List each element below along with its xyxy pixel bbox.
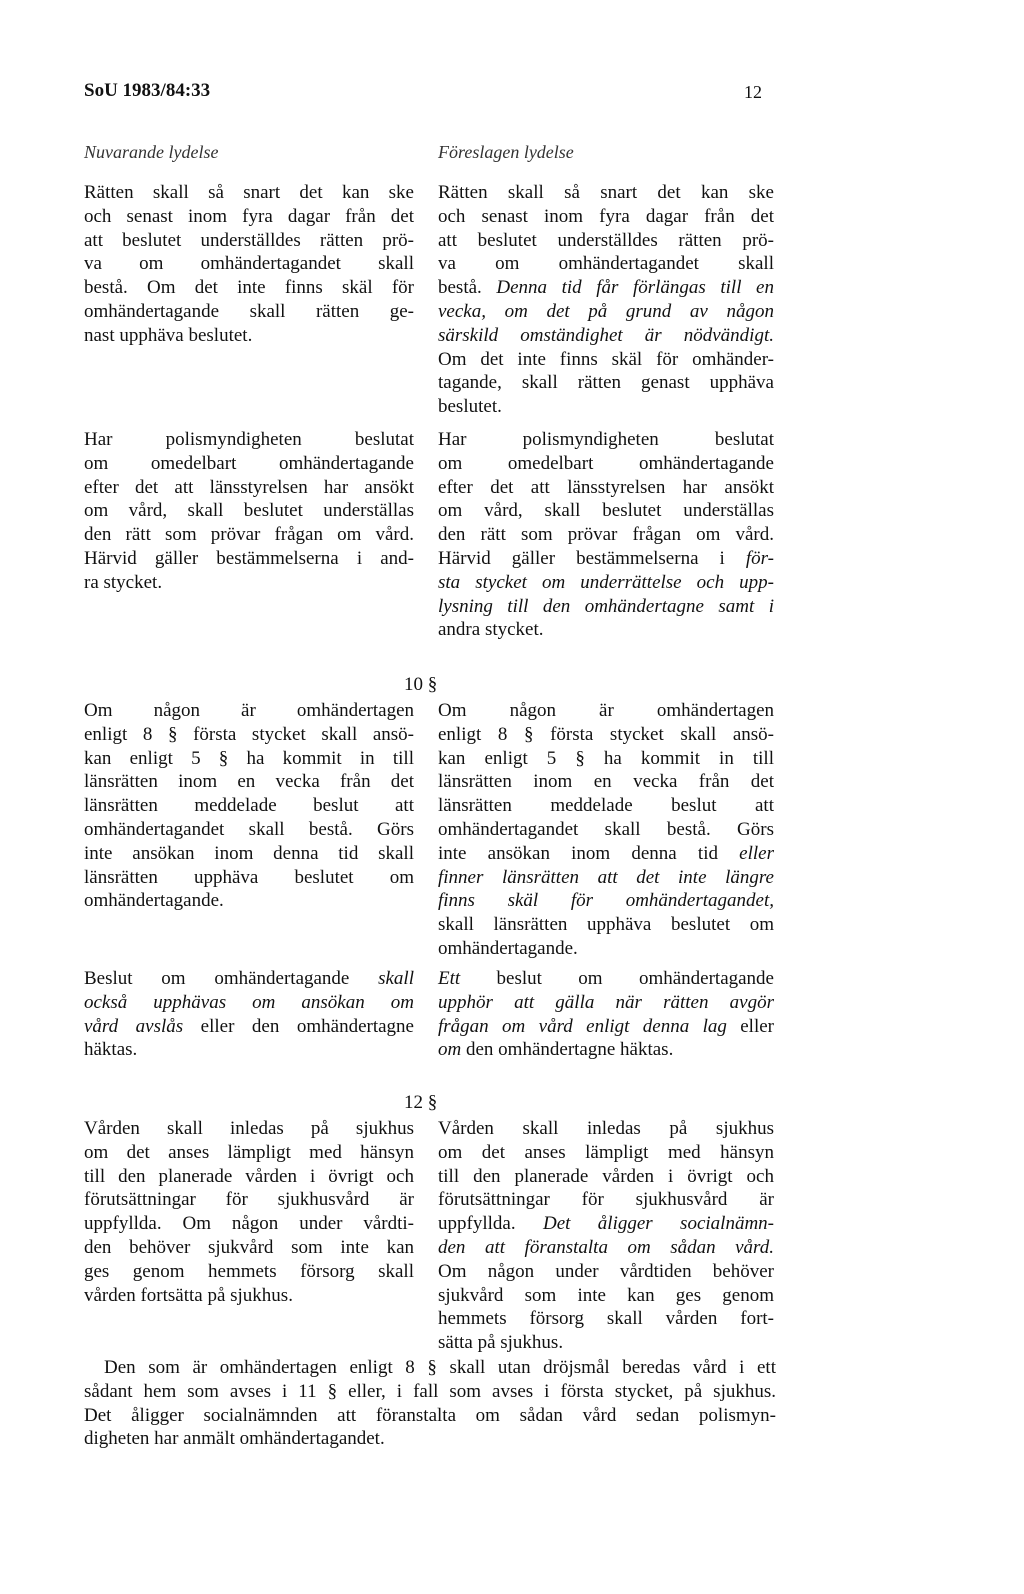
text-line: om omedelbart omhändertagande <box>84 452 414 474</box>
italic-segment: Det åligger socialnämn- <box>542 1213 774 1235</box>
left-paragraph-4 <box>84 967 414 1062</box>
text-line: den behöver sjukvård som inte kan <box>84 1236 414 1258</box>
text-line: om det anses lämpligt med hänsyn <box>438 1141 774 1163</box>
text-line: den rätt som prövar frågan om vård. <box>84 524 414 546</box>
italic-line: den att föranstalta om sådan vård. <box>438 1236 774 1258</box>
text-line: ges genom hemmets försorg skall <box>84 1260 414 1282</box>
text-line: digheten har anmält omhändertagandet. <box>84 1428 385 1450</box>
text-line: sjukvård som inte kan ges genom <box>438 1284 774 1306</box>
left-paragraph-3 <box>84 699 414 913</box>
italic-line: finns skäl för omhändertagandet, <box>438 890 774 912</box>
text-segment: eller <box>726 1015 774 1037</box>
italic-segment: Denna tid får förlängas till en <box>496 277 774 299</box>
text-line: beslutet. <box>438 396 502 418</box>
text-line: länsrätten meddelade beslut att <box>438 795 774 817</box>
right-column-heading: Föreslagen lydelse <box>438 142 574 162</box>
text-line: Det åligger socialnämnden att föranstalta om sådan vård sedan polismyn- <box>84 1404 776 1426</box>
text-line: om vård, skall beslutet underställas <box>84 500 414 522</box>
text-line: till den planerade vården i övrigt och <box>84 1165 414 1187</box>
text-line: andra stycket. <box>438 619 544 641</box>
italic-segment: vård avslås <box>84 1015 184 1037</box>
text-line: va om omhändertagandet skall <box>438 253 774 275</box>
text-line <box>84 1015 414 1039</box>
text-line <box>438 1038 774 1062</box>
text-line: nast upphäva beslutet. <box>84 324 253 346</box>
text-line <box>438 842 774 866</box>
right-paragraph-3 <box>438 699 774 961</box>
text-segment: beslut om omhändertagande <box>460 968 774 989</box>
right-paragraph-5 <box>438 1117 774 1355</box>
text-segment: Härvid gäller bestämmelserna i <box>438 547 746 569</box>
italic-line: finner länsrätten att det inte längre <box>438 866 774 888</box>
right-paragraph-1 <box>438 181 774 419</box>
text-line: efter det att länsstyrelsen har ansökt <box>84 476 414 498</box>
text-line: omhändertagande skall rätten ge- <box>84 300 414 322</box>
text-line: sådant hem som avses i 11 § eller, i fall som avses i första stycket, på sjukhus. <box>84 1380 776 1402</box>
italic-segment: skall <box>378 968 414 989</box>
text-segment: Beslut om omhändertagande <box>84 968 379 989</box>
text-line: förutsättningar för sjukhusvård är <box>84 1189 414 1211</box>
page-number: 12 <box>744 82 762 102</box>
text-line: Rätten skall så snart det kan ske <box>438 182 774 203</box>
text-line <box>438 967 774 991</box>
text-line: till den planerade vården i övrigt och <box>438 1165 774 1187</box>
left-paragraph-5 <box>84 1117 414 1307</box>
text-line: länsrätten inom en vecka från det <box>84 771 414 793</box>
text-segment: bestå. <box>438 277 497 299</box>
text-line: Härvid gäller bestämmelserna i and- <box>84 547 414 569</box>
italic-line: särskild omständighet är nödvändigt. <box>438 324 774 346</box>
text-line: att beslutet underställdes rätten prö- <box>438 229 774 251</box>
text-line: länsrätten meddelade beslut att <box>84 795 414 817</box>
text-line: omhändertagandet skall bestå. Görs <box>84 818 414 840</box>
text-line: omhändertagande. <box>438 937 578 959</box>
text-segment: eller den omhändertagne <box>183 1015 414 1037</box>
text-line: och senast inom fyra dagar från det <box>84 205 414 227</box>
text-line: Vården skall inledas på sjukhus <box>84 1118 414 1139</box>
text-line: Om någon är omhändertagen <box>84 700 414 721</box>
italic-segment: frågan om vård enligt denna lag <box>438 1015 727 1037</box>
text-line: häktas. <box>84 1039 138 1061</box>
text-line: vården fortsätta på sjukhus. <box>84 1284 293 1306</box>
text-line: bestå. Om det inte finns skäl för <box>84 277 414 299</box>
text-line: Om någon är omhändertagen <box>438 700 774 721</box>
left-paragraph-1 <box>84 181 414 348</box>
text-line: Om det inte finns skäl för omhänder- <box>438 348 774 370</box>
text-line <box>438 547 774 571</box>
text-line <box>438 1015 774 1039</box>
text-line: Om någon under vårdtiden behöver <box>438 1260 774 1282</box>
italic-segment: Ett <box>438 968 461 989</box>
left-column-heading: Nuvarande lydelse <box>84 142 219 162</box>
text-line: efter det att länsstyrelsen har ansökt <box>438 476 774 498</box>
section-12-label: 12 § <box>404 1092 438 1113</box>
text-line: Vården skall inledas på sjukhus <box>438 1118 774 1139</box>
text-line <box>84 967 414 991</box>
right-paragraph-4 <box>438 967 774 1062</box>
text-line: omhändertagandet skall bestå. Görs <box>438 818 774 840</box>
text-line: omhändertagande. <box>84 890 224 912</box>
text-line: länsrätten upphäva beslutet om <box>84 866 414 888</box>
text-line: Den som är omhändertagen enligt 8 § skall utan dröjsmål beredas vård i ett <box>104 1357 776 1378</box>
right-paragraph-2 <box>438 428 774 642</box>
text-line: uppfyllda. Om någon under vårdti- <box>84 1213 414 1235</box>
italic-line: lysning till den omhändertagne samt i <box>438 595 774 617</box>
text-line: kan enligt 5 § ha kommit in till <box>84 747 414 769</box>
italic-line: också upphävas om ansökan om <box>84 991 414 1013</box>
text-line <box>438 276 774 300</box>
text-line: va om omhändertagandet skall <box>84 253 414 275</box>
text-line: Har polismyndigheten beslutat <box>84 429 414 450</box>
text-line: Rätten skall så snart det kan ske <box>84 182 414 203</box>
italic-line: vecka, om det på grund av någon <box>438 300 774 322</box>
text-line: skall länsrätten upphäva beslutet om <box>438 914 774 936</box>
italic-segment: för- <box>745 547 774 569</box>
text-line: och senast inom fyra dagar från det <box>438 205 774 227</box>
italic-line: upphör att gälla när rätten avgör <box>438 991 774 1013</box>
text-line: länsrätten inom en vecka från det <box>438 771 774 793</box>
text-line: den rätt som prövar frågan om vård. <box>438 524 774 546</box>
text-line: kan enligt 5 § ha kommit in till <box>438 747 774 769</box>
italic-segment: om <box>438 1039 462 1061</box>
text-line: hemmets försorg skall vården fort- <box>438 1308 774 1330</box>
text-line <box>438 1212 774 1236</box>
left-paragraph-2 <box>84 428 414 595</box>
text-segment: den omhändertagne häktas. <box>461 1039 674 1061</box>
text-segment: uppfyllda. <box>438 1213 543 1235</box>
text-line: om vård, skall beslutet underställas <box>438 500 774 522</box>
text-line: tagande, skall rätten genast upphäva <box>438 372 774 394</box>
italic-line: sta stycket om underrättelse och upp- <box>438 571 774 593</box>
text-line: förutsättningar för sjukhusvård är <box>438 1189 774 1211</box>
text-line: enligt 8 § första stycket skall ansö- <box>84 723 414 745</box>
footer-paragraph <box>84 1356 776 1451</box>
text-line: Har polismyndigheten beslutat <box>438 429 774 450</box>
italic-segment: eller <box>739 842 774 864</box>
text-line: om omedelbart omhändertagande <box>438 452 774 474</box>
text-line: om det anses lämpligt med hänsyn <box>84 1141 414 1163</box>
text-line: enligt 8 § första stycket skall ansö- <box>438 723 774 745</box>
text-line: inte ansökan inom denna tid skall <box>84 842 414 864</box>
text-line: att beslutet underställdes rätten prö- <box>84 229 414 251</box>
text-segment: inte ansökan inom denna tid <box>438 842 740 864</box>
text-line: sätta på sjukhus. <box>438 1332 564 1354</box>
section-10-label: 10 § <box>404 674 438 695</box>
text-line: ra stycket. <box>84 571 163 593</box>
document-id: SoU 1983/84:33 <box>84 80 211 101</box>
